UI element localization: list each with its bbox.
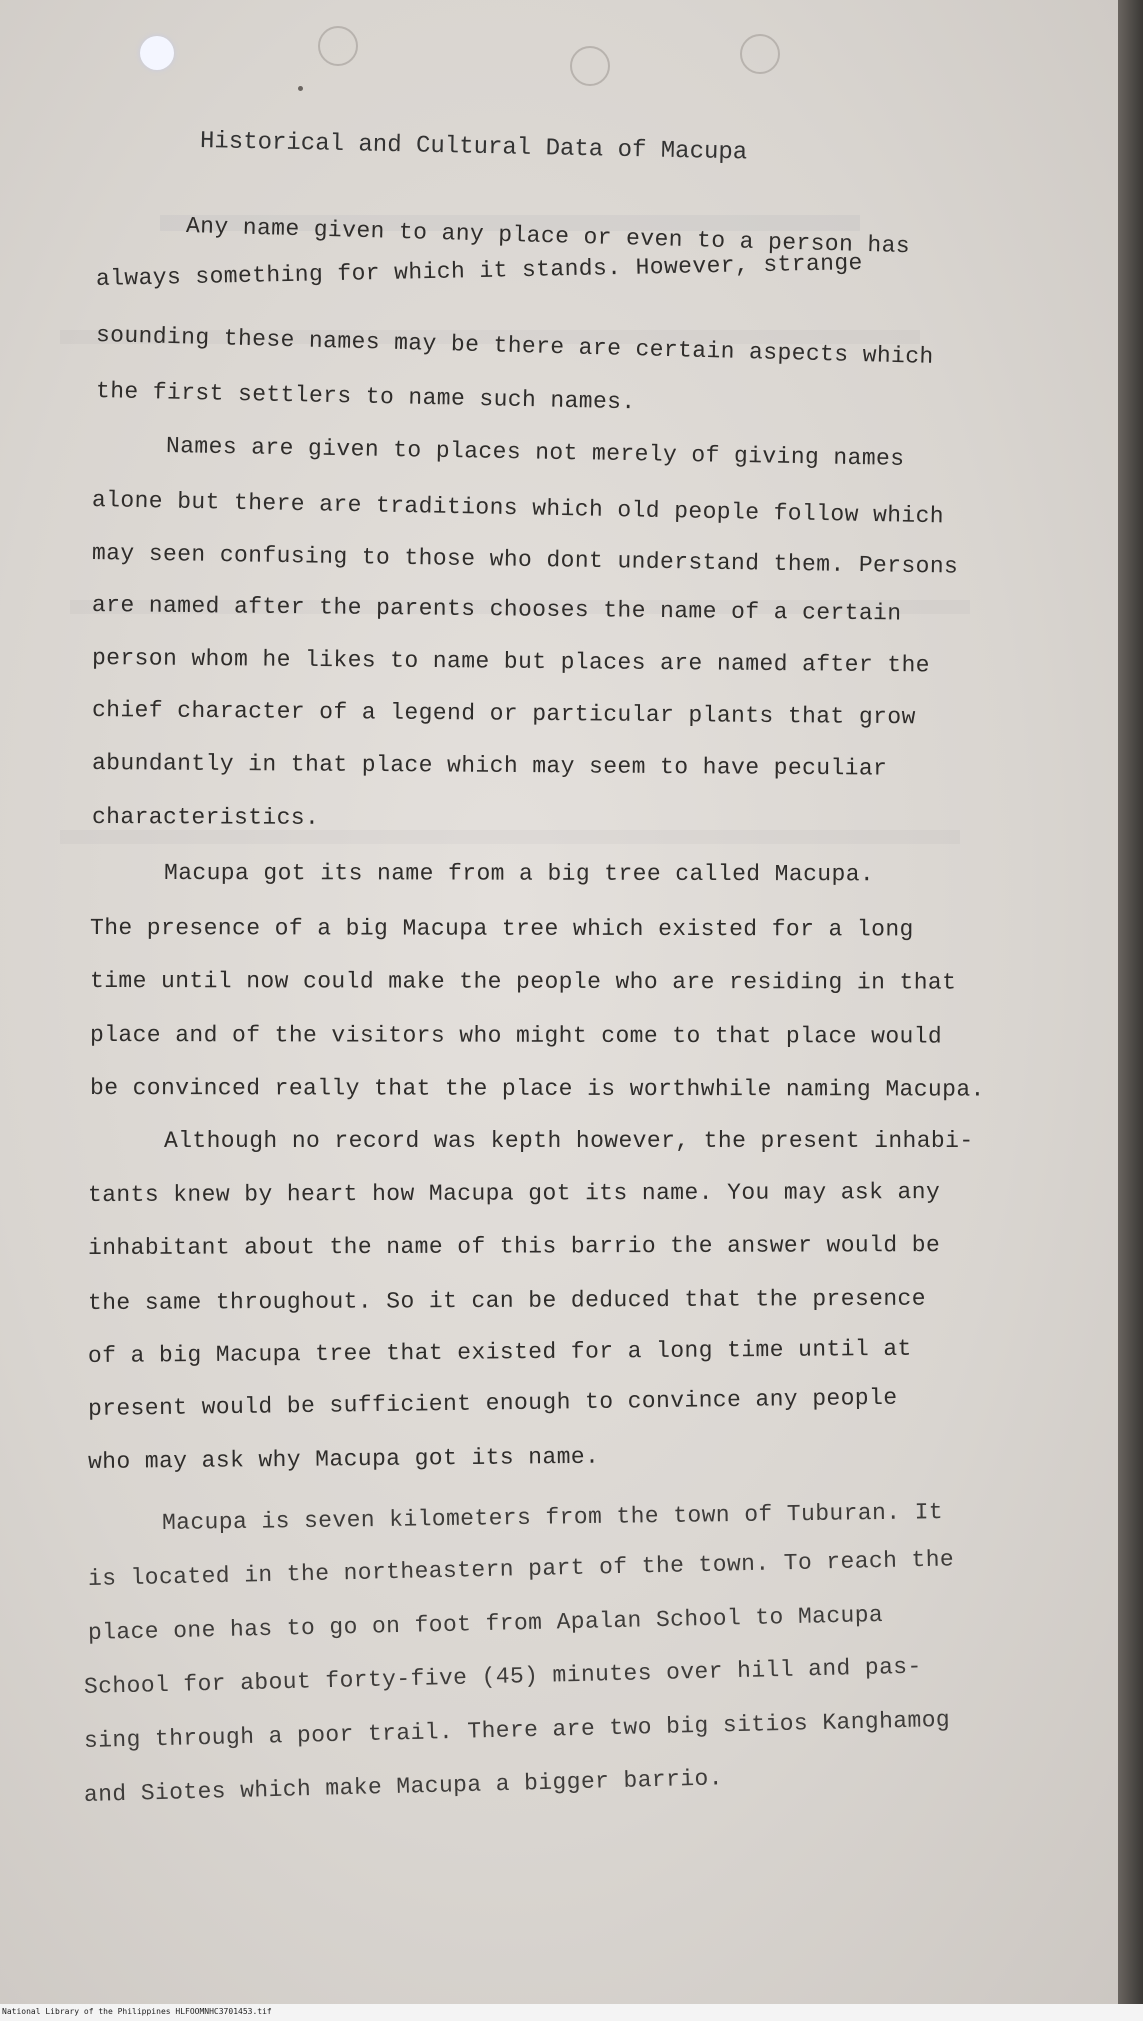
punch-hole-icon (140, 36, 174, 70)
text-line: the same throughout. So it can be deduced that the presence (87, 1285, 926, 1316)
text-line: place one has to go on foot from Apalan School to Macupa (87, 1601, 884, 1646)
text-line: inhabitant about the name of this barrio the answer would be (87, 1232, 941, 1261)
text-line: Names are given to places not merely of giving names (165, 433, 905, 472)
text-line: is located in the northeastern part of the town. To reach the (87, 1546, 955, 1592)
text-line: sing through a poor trail. There are two big sitios Kanghamog (83, 1706, 951, 1754)
punch-hole-icon (740, 34, 780, 74)
text-line: person whom he likes to name but places are named after the (91, 645, 931, 679)
text-line: who may ask why Macupa got its name. (87, 1443, 600, 1475)
text-line: The presence of a big Macupa tree which existed for a long (89, 915, 914, 943)
text-line: are named after the parents chooses the name of a certain (91, 592, 902, 627)
document-title: Historical and Cultural Data of Macupa (199, 128, 748, 167)
text-line: be convinced really that the place is worthwhile naming Macupa. (89, 1075, 985, 1103)
page-edge-shadow (1118, 0, 1143, 2004)
text-line: present would be sufficient enough to convince any people (87, 1384, 898, 1422)
text-line: School for about forty-five (45) minutes over hill and pas- (83, 1653, 923, 1700)
text-line: characteristics. (91, 804, 320, 831)
text-line: Any name given to any place or even to a person has (185, 213, 911, 260)
punch-hole-icon (318, 26, 358, 66)
punch-hole-icon (570, 46, 610, 86)
text-line: sounding these names may be there are certain aspects which (95, 322, 934, 370)
text-line: alone but there are traditions which old people follow which (91, 487, 945, 530)
text-line: Macupa got its name from a big tree called Macupa. (163, 860, 875, 888)
text-line: of a big Macupa tree that existed for a long time until at (87, 1335, 912, 1369)
ink-speck (298, 86, 303, 91)
text-line: may seen confusing to those who dont understand them. Persons (91, 540, 959, 580)
footer-caption: National Library of the Philippines HLFOOMNHC3701453.tif (2, 2007, 272, 2016)
text-line: Macupa is seven kilometers from the town of Tuburan. It (161, 1499, 944, 1536)
text-line: the first settlers to name such names. (95, 378, 636, 416)
text-line: Although no record was kepth however, the present inhabi- (164, 1128, 974, 1154)
text-line: place and of the visitors who might come to that place would (89, 1022, 943, 1050)
text-line: chief character of a legend or particular plants that grow (91, 697, 916, 731)
text-line: time until now could make the people who are residing in that (89, 968, 957, 996)
text-line: and Siotes which make Macupa a bigger barrio. (83, 1765, 724, 1808)
text-line: abundantly in that place which may seem to have peculiar (91, 750, 888, 782)
text-line: tants knew by heart how Macupa got its name. You may ask any (87, 1179, 941, 1208)
text-line: always something for which it stands. However, strange (95, 249, 864, 292)
